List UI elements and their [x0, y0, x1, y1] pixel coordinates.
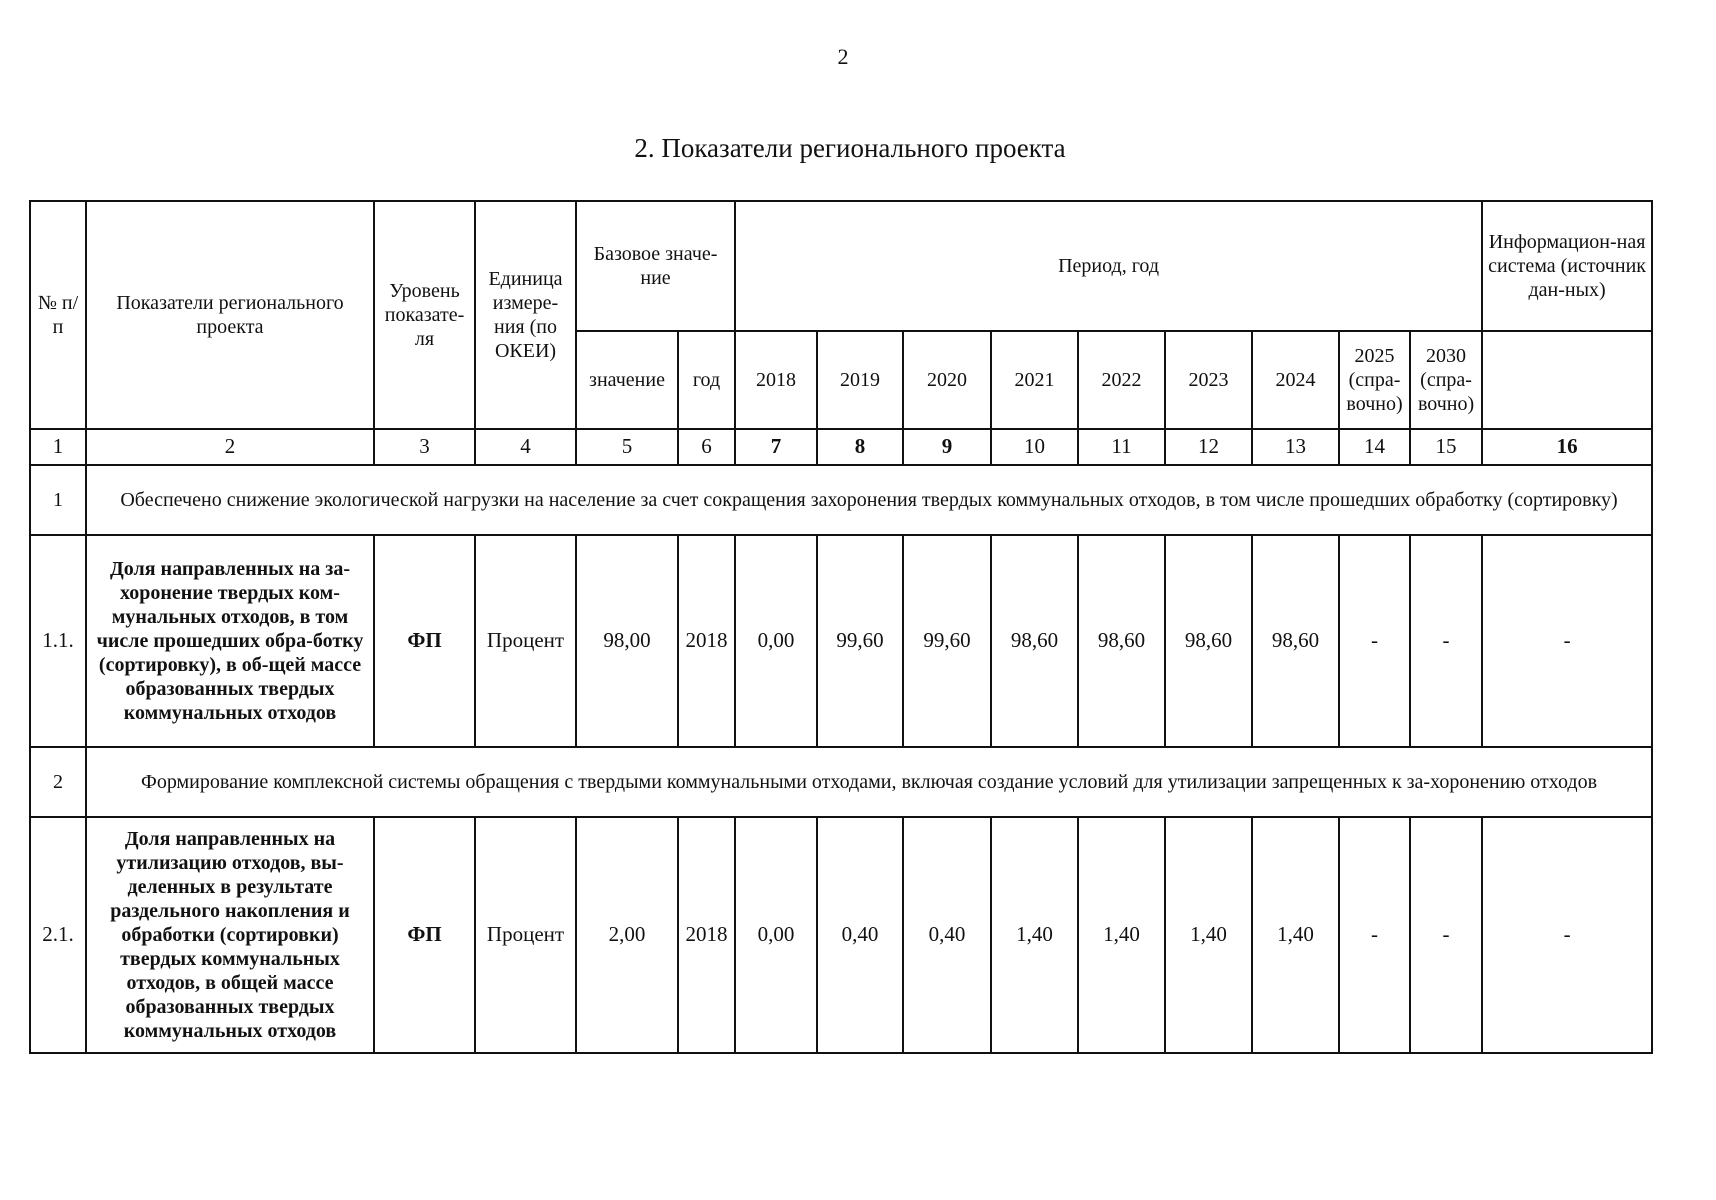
- column-number: 8: [817, 429, 903, 465]
- header-num: № п/п: [30, 201, 86, 429]
- row-unit: Процент: [475, 535, 576, 747]
- row-base-year: 2018: [678, 535, 735, 747]
- header-year: 2024: [1252, 331, 1339, 429]
- section-title: Формирование комплексной системы обращения с твердыми коммунальными отходами, включая создание условий для утилизации запрещенных к за-хоронению отходов: [86, 747, 1652, 817]
- row-indicator: Доля направленных на за-хоронение твердых ком-мунальных отходов, в том числе прошедших обра-ботку (сортировку), в об-щей массе образованных твердых коммунальных отходов: [86, 535, 374, 747]
- header-row-1: [30, 201, 1652, 331]
- row-value: 1,40: [1165, 817, 1252, 1053]
- header-year: 2020: [903, 331, 991, 429]
- row-base-value: 98,00: [576, 535, 678, 747]
- row-value: 98,60: [1165, 535, 1252, 747]
- header-year: 2025 (спра-вочно): [1339, 331, 1410, 429]
- header-year: 2019: [817, 331, 903, 429]
- section-row: [30, 465, 1652, 535]
- row-base-year: 2018: [678, 817, 735, 1053]
- table-row: [30, 817, 1652, 1053]
- indicators-table: [29, 200, 1653, 1054]
- column-number: 16: [1482, 429, 1652, 465]
- header-info-empty: [1482, 331, 1652, 429]
- section-number: 1: [30, 465, 86, 535]
- row-value: 99,60: [817, 535, 903, 747]
- row-value: 1,40: [1078, 817, 1165, 1053]
- row-value: 0,40: [817, 817, 903, 1053]
- column-number: 10: [991, 429, 1078, 465]
- row-level: ФП: [374, 817, 475, 1053]
- column-number: 2: [86, 429, 374, 465]
- column-number: 6: [678, 429, 735, 465]
- header-year: 2018: [735, 331, 817, 429]
- row-value: -: [1339, 817, 1410, 1053]
- header-year: 2023: [1165, 331, 1252, 429]
- page-number: 2: [837, 44, 849, 69]
- row-unit: Процент: [475, 817, 576, 1053]
- header-unit: Единица измере-ния (по ОКЕИ): [475, 201, 576, 429]
- header-period: Период, год: [735, 201, 1482, 331]
- column-number: 3: [374, 429, 475, 465]
- header-year: 2030 (спра-вочно): [1410, 331, 1482, 429]
- table-row: [30, 535, 1652, 747]
- row-info: -: [1482, 535, 1652, 747]
- row-value: 99,60: [903, 535, 991, 747]
- column-number: 13: [1252, 429, 1339, 465]
- column-number: 15: [1410, 429, 1482, 465]
- header-year: 2022: [1078, 331, 1165, 429]
- row-value: -: [1410, 535, 1482, 747]
- column-number: 9: [903, 429, 991, 465]
- section-title: Обеспечено снижение экологической нагрузки на население за счет сокращения захоронения твердых коммунальных отходов, в том числе прошедших обработку (сортировку): [86, 465, 1652, 535]
- header-indicator: Показатели регионального проекта: [86, 201, 374, 429]
- row-number: 1.1.: [30, 535, 86, 747]
- row-value: 1,40: [1252, 817, 1339, 1053]
- column-numbers-row: [30, 429, 1652, 465]
- row-value: 1,40: [991, 817, 1078, 1053]
- header-base: Базовое значе-ние: [576, 201, 735, 331]
- row-indicator: Доля направленных на утилизацию отходов, вы-деленных в результате раздельного накопления и обработки (сортировки) твердых коммунальных отходов, в общей массе образованных твердых коммунальных отходов: [86, 817, 374, 1053]
- column-number: 11: [1078, 429, 1165, 465]
- row-value: -: [1339, 535, 1410, 747]
- row-info: -: [1482, 817, 1652, 1053]
- header-year: 2021: [991, 331, 1078, 429]
- row-value: 98,60: [1078, 535, 1165, 747]
- column-number: 14: [1339, 429, 1410, 465]
- column-number: 7: [735, 429, 817, 465]
- row-value: 0,00: [735, 817, 817, 1053]
- row-level: ФП: [374, 535, 475, 747]
- row-value: 98,60: [1252, 535, 1339, 747]
- section-row: [30, 747, 1652, 817]
- row-number: 2.1.: [30, 817, 86, 1053]
- section-number: 2: [30, 747, 86, 817]
- row-value: 98,60: [991, 535, 1078, 747]
- header-info-system: Информацион-ная система (источник дан-ных): [1482, 201, 1652, 331]
- header-base-value: значение: [576, 331, 678, 429]
- row-value: -: [1410, 817, 1482, 1053]
- column-number: 1: [30, 429, 86, 465]
- row-base-value: 2,00: [576, 817, 678, 1053]
- column-number: 12: [1165, 429, 1252, 465]
- row-value: 0,40: [903, 817, 991, 1053]
- column-number: 4: [475, 429, 576, 465]
- column-number: 5: [576, 429, 678, 465]
- header-level: Уровень показате-ля: [374, 201, 475, 429]
- header-base-year: год: [678, 331, 735, 429]
- row-value: 0,00: [735, 535, 817, 747]
- page-title: 2. Показатели регионального проекта: [634, 133, 1066, 163]
